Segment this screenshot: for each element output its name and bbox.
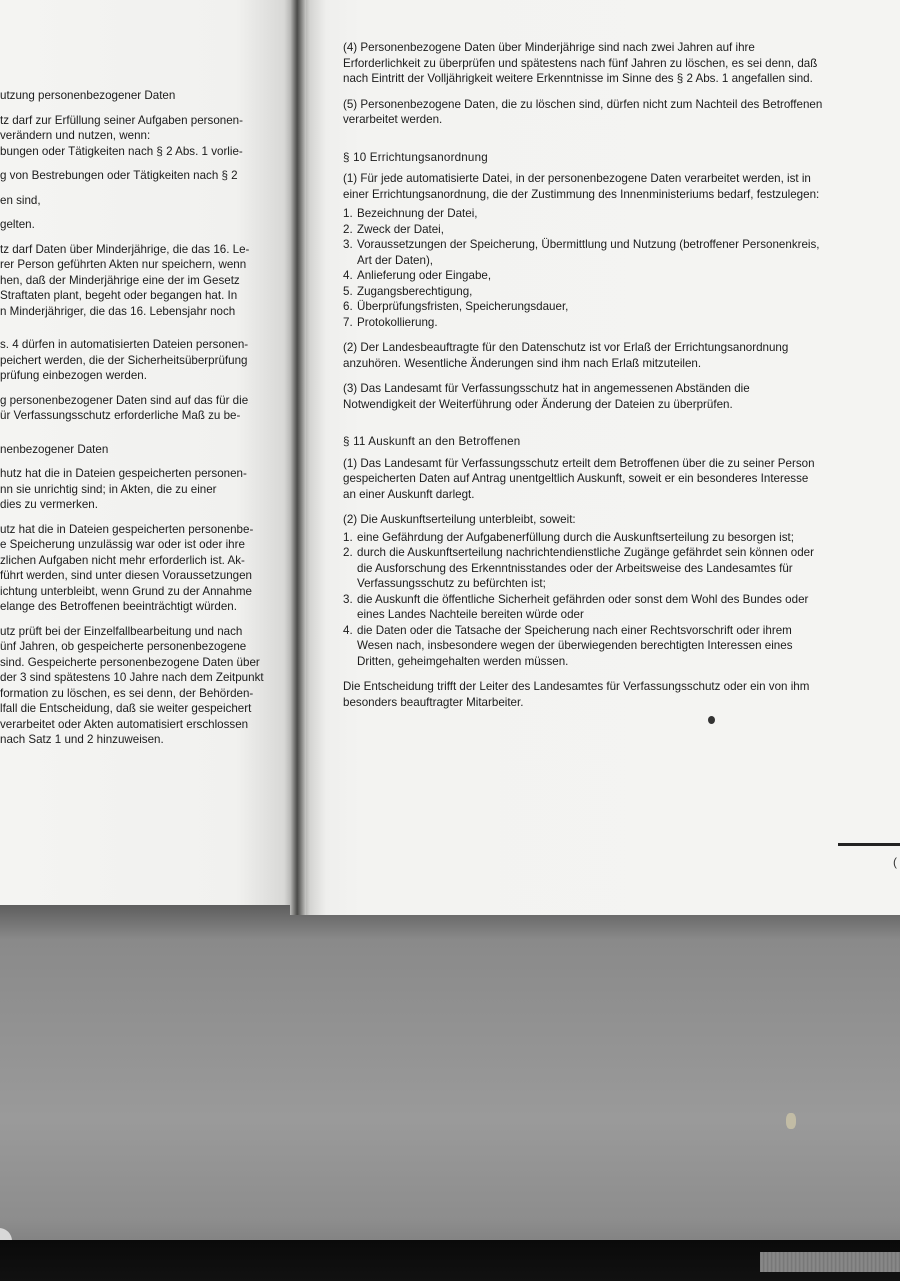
page-number-fragment: (	[893, 855, 897, 869]
list-item-text: eine Gefährdung der Aufgabenerfüllung durch die Auskunftserteilung zu besorgen ist;	[357, 530, 794, 544]
left-page-line: prüfung einbezogen werden.	[0, 369, 147, 382]
left-page-line: Straftaten plant, begeht oder begangen hat. In	[0, 289, 238, 302]
list-item-text: Überprüfungsfristen, Speicherungsdauer,	[357, 300, 569, 313]
section-10-heading: § 10 Errichtungsanordnung	[343, 150, 488, 164]
left-page-line: ür Verfassungsschutz erforderliche Maß zu be-	[0, 409, 241, 422]
section-10-paragraph-2: (2) Der Landesbeauftragte für den Datenschutz ist vor Erlaß der Errichtungsanordnung anzuhören. Wesentliche Änderungen sind ihm nach Erlaß mitzuteilen.	[343, 341, 789, 370]
list-item	[343, 299, 823, 315]
list-item-number: 4.	[343, 623, 353, 637]
list-item-text: Voraussetzungen der Speicherung, Übermittlung und Nutzung (betroffener Personenkreis, Art der Daten),	[357, 238, 820, 267]
left-page-line: gelten.	[0, 218, 35, 231]
right-page	[300, 0, 900, 915]
list-item	[343, 545, 823, 592]
list-item-number: 4.	[343, 269, 353, 282]
book-gutter	[290, 0, 306, 915]
ink-speck	[708, 716, 715, 724]
left-page-line: hen, daß der Minderjährige eine der im Gesetz	[0, 273, 240, 287]
right-page-text	[343, 40, 823, 720]
left-page-line: ünf Jahren, ob gespeicherte personenbezogene	[0, 640, 247, 653]
scan-smudge	[786, 1113, 796, 1129]
line-gap	[0, 615, 274, 624]
paragraph-no-disadvantage: (5) Personenbezogene Daten, die zu löschen sind, dürfen nicht zum Nachteil des Betroffenen verarbeitet werden.	[343, 97, 823, 126]
line-gap	[0, 104, 274, 113]
left-page-line: ichtung unterbleibt, wenn Grund zu der Annahme	[0, 584, 253, 598]
list-item-number: 5.	[343, 284, 353, 298]
list-item-text: Bezeichnung der Datei,	[357, 207, 478, 220]
left-page-line: hutz hat die in Dateien gespeicherten personen-	[0, 467, 247, 480]
left-page-line: verarbeitet oder Akten automatisiert erschlossen	[0, 717, 249, 731]
left-page-line: g personenbezogener Daten sind auf das für die	[0, 393, 249, 407]
list-item-number: 2.	[343, 222, 353, 236]
list-item-number: 3.	[343, 238, 353, 251]
left-page-line: g von Bestrebungen oder Tätigkeiten nach § 2	[0, 169, 238, 182]
left-page-line: elange des Betroffenen beeinträchtigt würden.	[0, 600, 237, 613]
list-item-number: 7.	[343, 315, 353, 329]
left-page-line: führt werden, sind unter diesen Voraussetzungen	[0, 569, 253, 582]
left-page-line: lfall die Entscheidung, daß sie weiter gespeichert	[0, 702, 252, 715]
list-item-text: Zweck der Datei,	[357, 222, 444, 236]
list-item	[343, 268, 823, 284]
list-item	[343, 284, 823, 300]
line-gap	[0, 384, 274, 393]
left-page-line: utz prüft bei der Einzelfallbearbeitung und nach	[0, 624, 243, 638]
section-10-paragraph-1: (1) Für jede automatisierte Datei, in der personenbezogene Daten verarbeitet werden, ist in einer Errichtungsanordnung, die der Zustimmung des Innenministeriums bedarf, festzulegen:	[343, 172, 820, 201]
line-gap	[0, 233, 274, 242]
left-page-line: bungen oder Tätigkeiten nach § 2 Abs. 1 vorlie-	[0, 144, 243, 158]
left-page-line: dies zu vermerken.	[0, 498, 98, 511]
section-11-paragraph-1: (1) Das Landesamt für Verfassungsschutz erteilt dem Betroffenen über die zu seiner Person gespeicherten Daten auf Antrag unentgeltlich Auskunft, soweit er ein besonderes Interesse an einer Auskunft darlegt.	[343, 456, 815, 501]
left-page-line: rer Person geführten Akten nur speichern, wenn	[0, 258, 247, 271]
section-11-list	[343, 530, 823, 670]
left-page-line: nn sie unrichtig sind; in Akten, die zu einer	[0, 482, 217, 496]
section-11-closing: Die Entscheidung trifft der Leiter des Landesamtes für Verfassungsschutz oder ein von ihm besonders beauftragter Mitarbeiter.	[343, 680, 810, 709]
left-page-line: nenbezogener Daten	[0, 442, 109, 456]
line-gap	[0, 457, 274, 466]
left-page-line: tz darf Daten über Minderjährige, die das 16. Le-	[0, 242, 250, 256]
left-page-line: en sind,	[0, 193, 41, 207]
line-gap	[0, 424, 274, 433]
list-item-number: 1.	[343, 530, 353, 544]
left-page-line: nach Satz 1 und 2 hinzuweisen.	[0, 733, 164, 746]
list-item-text: Anlieferung oder Eingabe,	[357, 269, 492, 282]
list-item	[343, 206, 823, 222]
line-gap	[0, 319, 274, 328]
line-gap	[0, 184, 274, 193]
page-rule	[838, 843, 900, 846]
list-item	[343, 315, 823, 331]
section-10-paragraph-3: (3) Das Landesamt für Verfassungsschutz hat in angemessenen Abständen die Notwendigkeit der Weiterführung oder Änderung der Dateien zu überprüfen.	[343, 382, 750, 411]
list-item-text: Zugangsberechtigung,	[357, 284, 473, 298]
line-gap	[0, 513, 274, 522]
left-page-line: utz hat die in Dateien gespeicherten personenbe-	[0, 522, 254, 536]
left-page-line: peichert werden, die der Sicherheitsüberprüfung	[0, 353, 248, 367]
left-page-line: e Speicherung unzulässig war oder ist oder ihre	[0, 538, 245, 551]
scanner-background	[0, 880, 900, 1281]
left-page-line: tz darf zur Erfüllung seiner Aufgaben personen-	[0, 113, 243, 127]
list-item-number: 3.	[343, 592, 353, 606]
left-page-text	[0, 88, 274, 748]
section-10-list	[343, 206, 823, 330]
list-item-number: 6.	[343, 300, 353, 313]
line-gap	[0, 433, 274, 442]
list-item-text: die Daten oder die Tatsache der Speicherung nach einer Rechtsvorschrift oder ihrem Wesen nach, insbesondere wegen der überwiegenden berechtigten Interessen eines Dritten, geheimgehalten werden müssen.	[357, 623, 793, 668]
left-page-line: n Minderjähriger, die das 16. Lebensjahr noch	[0, 304, 236, 318]
list-item	[343, 222, 823, 238]
line-gap	[0, 208, 274, 217]
left-page-line: s. 4 dürfen in automatisierten Dateien personen-	[0, 338, 249, 351]
section-11-heading: § 11 Auskunft an den Betroffenen	[343, 435, 521, 448]
left-page-line: verändern und nutzen, wenn:	[0, 129, 151, 142]
list-item-text: die Auskunft die öffentliche Sicherheit gefährden oder sonst dem Wohl des Bundes oder eines Landes Nachteile bereiten würde oder	[357, 592, 809, 621]
line-gap	[0, 328, 274, 337]
list-item	[343, 237, 823, 268]
list-item	[343, 592, 823, 623]
left-page-line: formation zu löschen, es sei denn, der Behörden-	[0, 686, 254, 700]
list-item-text: Protokollierung.	[357, 315, 438, 329]
left-page-line: der 3 sind spätestens 10 Jahre nach dem Zeitpunkt	[0, 671, 264, 684]
line-gap	[0, 159, 274, 168]
list-item	[343, 530, 823, 546]
list-item-text: durch die Auskunftserteilung nachrichtendienstliche Zugänge gefährdet sein können oder die Ausforschung des Erkenntnisstandes oder der Arbeitsweise des Landesamtes für Verfassungsschutz zu befürchten ist;	[357, 546, 814, 590]
left-page-line: sind. Gespeicherte personenbezogene Daten über	[0, 655, 260, 669]
list-item-number: 1.	[343, 207, 353, 220]
paragraph-minors-deletion: (4) Personenbezogene Daten über Minderjährige sind nach zwei Jahren auf ihre Erforderlichkeit zu überprüfen und spätestens nach fünf Jahren zu löschen, es sei denn, daß nach Eintritt der Volljährigkeit weitere Erkenntnisse im Sinne des § 2 Abs. 1 angefallen sind.	[343, 41, 818, 85]
left-page-line: zlichen Aufgaben nicht mehr erforderlich ist. Ak-	[0, 553, 245, 567]
list-item-number: 2.	[343, 546, 353, 559]
left-page	[0, 0, 296, 905]
scanner-glare	[760, 1252, 900, 1272]
section-11-paragraph-2: (2) Die Auskunftserteilung unterbleibt, soweit:	[343, 513, 576, 526]
list-item	[343, 623, 823, 670]
left-page-line: utzung personenbezogener Daten	[0, 89, 176, 102]
